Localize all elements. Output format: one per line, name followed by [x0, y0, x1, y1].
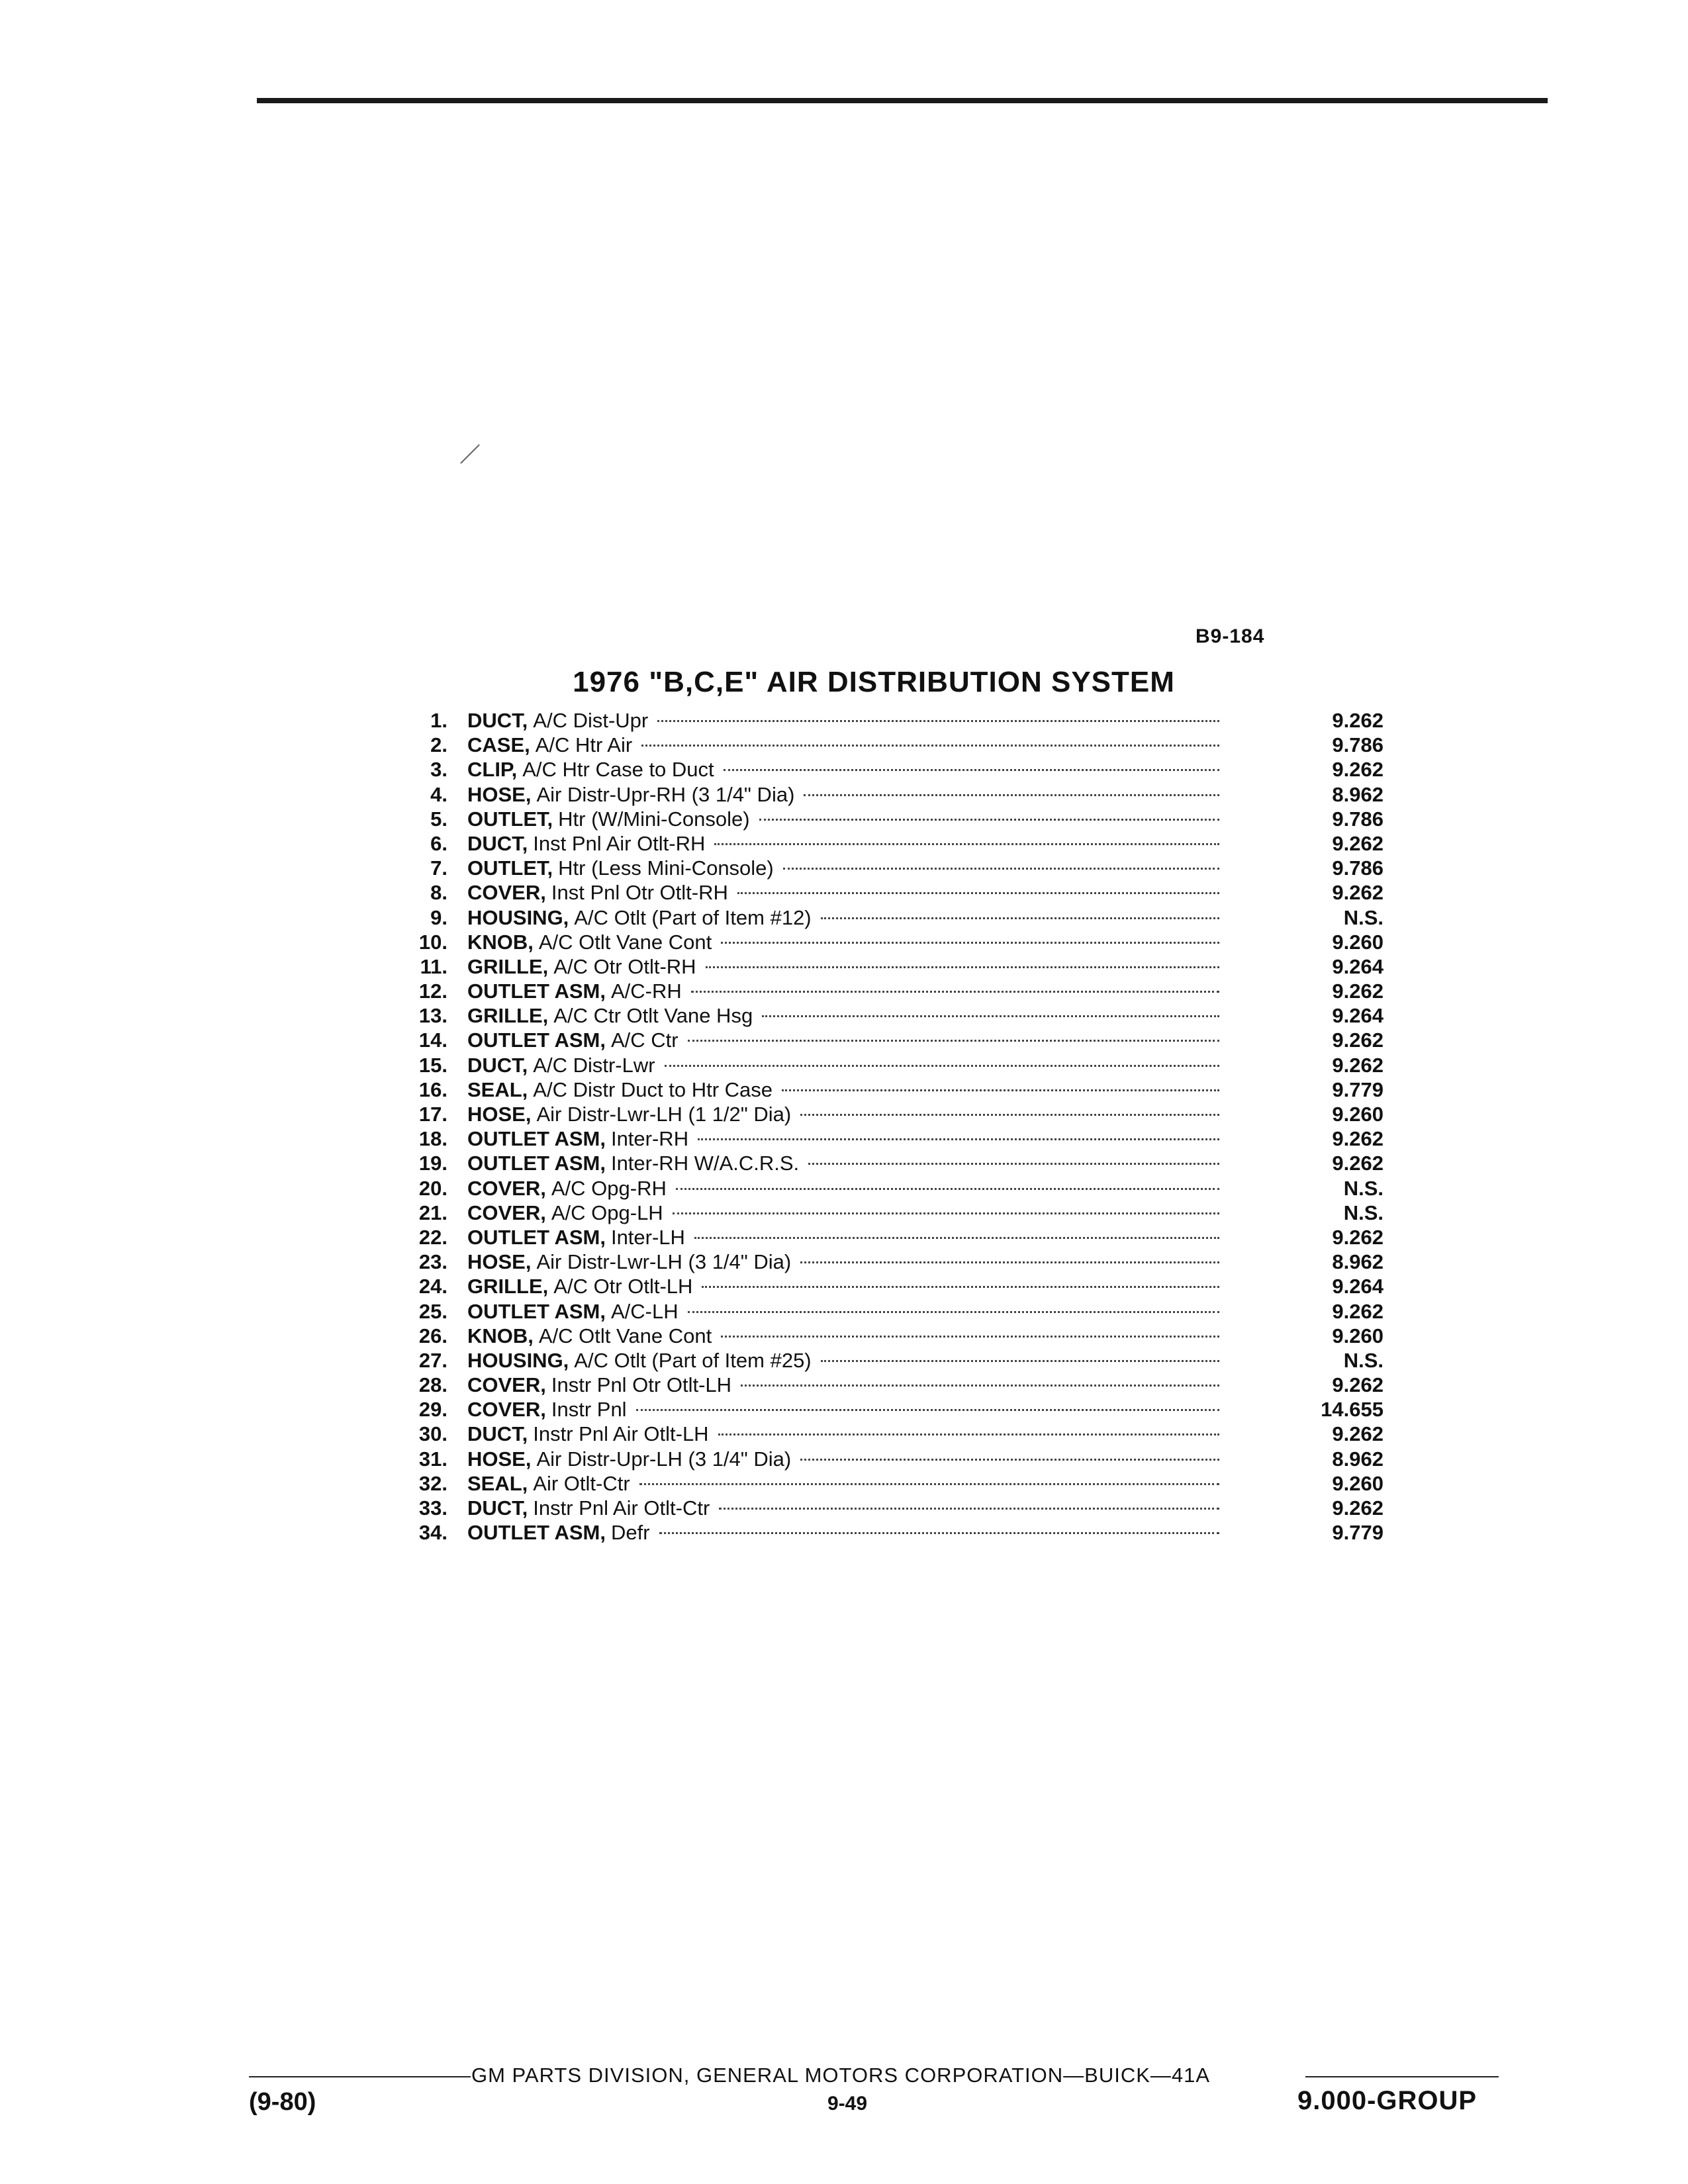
dot-leader: [724, 769, 1219, 771]
part-description: Inter-RH W/A.C.R.S.: [610, 1152, 800, 1175]
dot-leader: [721, 1336, 1219, 1338]
part-number: 25.: [418, 1299, 447, 1323]
part-number: 34.: [418, 1521, 447, 1545]
part-description: Htr (Less Mini-Console): [558, 856, 774, 880]
part-description: Instr Pnl Air Otlt-Ctr: [533, 1496, 710, 1520]
part-name: GRILLE,: [467, 954, 549, 978]
part-name: HOSE,: [467, 782, 532, 806]
group-code: 9.260: [1332, 1471, 1383, 1495]
part-description: A/C Distr Duct to Htr Case: [533, 1077, 773, 1101]
part-description: A/C Htr Air: [535, 733, 633, 757]
group-code: 8.962: [1332, 782, 1383, 806]
group-code: 9.264: [1332, 954, 1383, 978]
dot-leader: [706, 966, 1219, 968]
part-number: 17.: [418, 1103, 447, 1126]
page-number: 9-49: [827, 2093, 868, 2115]
group-code: 9.264: [1332, 1275, 1383, 1298]
part-description: A/C Dist-Upr: [533, 709, 649, 732]
part-description: A/C Opg-LH: [551, 1201, 663, 1224]
part-description: Air Distr-Upr-RH (3 1/4" Dia): [536, 782, 795, 806]
part-description: Air Distr-Upr-LH (3 1/4" Dia): [536, 1447, 792, 1471]
part-row: [391, 1028, 1383, 1052]
group-code: 9.262: [1332, 1422, 1383, 1446]
part-number: 23.: [418, 1250, 447, 1274]
footer-date: (9-80): [249, 2088, 316, 2116]
group-code: N.S.: [1343, 1348, 1383, 1372]
dot-leader: [737, 892, 1219, 894]
part-name: GRILLE,: [467, 1004, 549, 1028]
part-name: OUTLET,: [467, 807, 553, 831]
group-code: 9.262: [1332, 979, 1383, 1003]
group-code: 9.262: [1332, 709, 1383, 732]
part-number: 31.: [418, 1447, 447, 1471]
part-description: Defr: [610, 1521, 650, 1545]
part-description: Inter-RH: [610, 1127, 689, 1151]
part-row: [391, 1053, 1383, 1077]
part-number: 19.: [418, 1152, 447, 1175]
part-row: [391, 1324, 1383, 1348]
part-number: 4.: [430, 782, 447, 806]
part-row: [391, 1003, 1383, 1028]
parts-list: [391, 708, 1383, 1545]
part-name: COVER,: [467, 881, 546, 905]
part-row: [391, 1299, 1383, 1324]
dot-leader: [665, 1065, 1219, 1067]
part-name: OUTLET ASM,: [467, 1152, 606, 1175]
part-name: DUCT,: [467, 1053, 528, 1077]
part-number: 30.: [418, 1422, 447, 1446]
dot-leader: [759, 819, 1219, 821]
part-number: 10.: [418, 930, 447, 954]
part-number: 27.: [418, 1348, 447, 1372]
top-rule: [257, 98, 1548, 103]
part-name: COVER,: [467, 1201, 546, 1224]
dot-leader: [804, 794, 1219, 796]
part-number: 1.: [430, 709, 447, 732]
part-row: [391, 1274, 1383, 1298]
dot-leader: [636, 1409, 1219, 1411]
group-code: 14.655: [1321, 1398, 1383, 1422]
part-number: 24.: [418, 1275, 447, 1298]
dot-leader: [800, 1114, 1219, 1116]
part-description: A/C Htr Case to Duct: [522, 758, 714, 782]
dot-leader: [821, 1360, 1219, 1362]
part-name: OUTLET ASM,: [467, 1225, 606, 1249]
group-code: 9.262: [1332, 1225, 1383, 1249]
part-description: A/C Opg-RH: [551, 1176, 667, 1200]
part-name: KNOB,: [467, 930, 534, 954]
part-number: 18.: [418, 1127, 447, 1151]
group-code: N.S.: [1343, 1176, 1383, 1200]
part-description: A/C Distr-Lwr: [533, 1053, 655, 1077]
part-number: 7.: [430, 856, 447, 880]
part-name: HOSE,: [467, 1447, 532, 1471]
part-description: Air Distr-Lwr-LH (3 1/4" Dia): [536, 1250, 792, 1274]
part-number: 32.: [418, 1471, 447, 1495]
part-description: A/C Ctr: [610, 1028, 679, 1052]
group-code: 8.962: [1332, 1447, 1383, 1471]
part-row: [391, 1422, 1383, 1446]
dot-leader: [698, 1138, 1219, 1140]
dot-leader: [673, 1212, 1219, 1214]
footer-rule-left: [249, 2076, 471, 2077]
group-code: 9.262: [1332, 831, 1383, 855]
dot-leader: [741, 1385, 1219, 1387]
part-number: 3.: [430, 758, 447, 782]
dot-leader: [721, 942, 1219, 944]
part-row: [391, 1373, 1383, 1397]
part-name: HOUSING,: [467, 1348, 569, 1372]
part-number: 2.: [430, 733, 447, 757]
dot-leader: [691, 991, 1219, 993]
dot-leader: [659, 1532, 1219, 1534]
dot-leader: [694, 1237, 1219, 1239]
part-name: CLIP,: [467, 758, 518, 782]
dot-leader: [639, 1483, 1219, 1485]
group-code: 9.260: [1332, 1103, 1383, 1126]
dot-leader: [762, 1015, 1219, 1017]
part-name: OUTLET ASM,: [467, 1127, 606, 1151]
group-code: 9.264: [1332, 1004, 1383, 1028]
part-row: [391, 954, 1383, 979]
part-number: 14.: [418, 1028, 447, 1052]
part-number: 6.: [430, 831, 447, 855]
group-code: 9.786: [1332, 733, 1383, 757]
group-code: 9.260: [1332, 930, 1383, 954]
part-name: HOSE,: [467, 1103, 532, 1126]
part-row: [391, 1520, 1383, 1545]
part-name: COVER,: [467, 1398, 546, 1422]
footer-rule-right: [1305, 2076, 1499, 2077]
part-description: Htr (W/Mini-Console): [558, 807, 750, 831]
part-number: 13.: [418, 1004, 447, 1028]
part-number: 9.: [430, 905, 447, 929]
dot-leader: [657, 720, 1219, 722]
part-row: [391, 905, 1383, 930]
part-number: 15.: [418, 1053, 447, 1077]
part-name: DUCT,: [467, 1496, 528, 1520]
part-description: A/C Ctr Otlt Vane Hsg: [553, 1004, 753, 1028]
part-name: GRILLE,: [467, 1275, 549, 1298]
part-number: 11.: [420, 954, 447, 978]
part-number: 12.: [418, 979, 447, 1003]
group-code: N.S.: [1343, 905, 1383, 929]
part-description: Inst Pnl Air Otlt-RH: [533, 831, 706, 855]
dot-leader: [800, 1261, 1219, 1263]
part-row: [391, 979, 1383, 1003]
footer-group: 9.000-GROUP: [1297, 2086, 1477, 2115]
part-number: 5.: [430, 807, 447, 831]
dot-leader: [821, 917, 1219, 919]
part-row: [391, 1176, 1383, 1201]
group-code: 9.262: [1332, 1496, 1383, 1520]
part-number: 28.: [418, 1373, 447, 1397]
part-description: A/C Otlt Vane Cont: [538, 930, 712, 954]
page-title: 1976 "B,C,E" AIR DISTRIBUTION SYSTEM: [573, 666, 1175, 698]
part-row: [391, 708, 1383, 733]
group-code: 9.262: [1332, 881, 1383, 905]
dot-leader: [714, 843, 1219, 845]
part-name: SEAL,: [467, 1077, 528, 1101]
part-name: OUTLET,: [467, 856, 553, 880]
group-code: 9.779: [1332, 1521, 1383, 1545]
part-row: [391, 1397, 1383, 1422]
part-name: OUTLET ASM,: [467, 1028, 606, 1052]
part-description: Instr Pnl Air Otlt-LH: [533, 1422, 709, 1446]
part-number: 20.: [418, 1176, 447, 1200]
illustration-ref-code: B9-184: [1196, 625, 1265, 647]
part-row: [391, 1496, 1383, 1520]
dot-leader: [688, 1040, 1219, 1042]
part-row: [391, 1447, 1383, 1471]
dot-leader: [808, 1163, 1219, 1165]
part-row: [391, 1102, 1383, 1126]
part-row: [391, 1151, 1383, 1175]
part-row: [391, 880, 1383, 905]
group-code: 9.786: [1332, 856, 1383, 880]
part-row: [391, 1225, 1383, 1250]
part-row: [391, 1250, 1383, 1274]
part-name: CASE,: [467, 733, 530, 757]
dot-leader: [782, 1089, 1219, 1091]
part-row: [391, 733, 1383, 757]
dot-leader: [800, 1459, 1219, 1461]
group-code: 9.262: [1332, 1152, 1383, 1175]
part-name: DUCT,: [467, 709, 528, 732]
part-description: A/C Otlt (Part of Item #25): [574, 1348, 812, 1372]
group-code: 9.262: [1332, 758, 1383, 782]
part-name: DUCT,: [467, 831, 528, 855]
part-number: 29.: [418, 1398, 447, 1422]
part-name: HOSE,: [467, 1250, 532, 1274]
part-name: OUTLET ASM,: [467, 1299, 606, 1323]
part-row: [391, 1471, 1383, 1496]
group-code: 9.786: [1332, 807, 1383, 831]
part-row: [391, 1348, 1383, 1373]
group-code: 9.262: [1332, 1373, 1383, 1397]
part-name: OUTLET ASM,: [467, 1521, 606, 1545]
part-number: 8.: [430, 881, 447, 905]
dot-leader: [641, 745, 1219, 747]
part-number: 16.: [418, 1077, 447, 1101]
part-description: Inter-LH: [610, 1225, 685, 1249]
part-description: Instr Pnl Otr Otlt-LH: [551, 1373, 732, 1397]
group-code: 9.779: [1332, 1077, 1383, 1101]
part-row: [391, 856, 1383, 880]
group-code: 9.262: [1332, 1127, 1383, 1151]
group-code: 8.962: [1332, 1250, 1383, 1274]
part-row: [391, 831, 1383, 856]
part-name: SEAL,: [467, 1471, 528, 1495]
part-name: DUCT,: [467, 1422, 528, 1446]
part-name: OUTLET ASM,: [467, 979, 606, 1003]
part-name: COVER,: [467, 1176, 546, 1200]
part-number: 33.: [418, 1496, 447, 1520]
dot-leader: [783, 868, 1219, 870]
group-code: N.S.: [1343, 1201, 1383, 1224]
part-description: Inst Pnl Otr Otlt-RH: [551, 881, 728, 905]
part-description: A/C Otlt Vane Cont: [538, 1324, 712, 1347]
group-code: 9.262: [1332, 1028, 1383, 1052]
part-description: A/C Otlt (Part of Item #12): [574, 905, 812, 929]
part-description: Instr Pnl: [551, 1398, 627, 1422]
part-number: 21.: [418, 1201, 447, 1224]
part-row: [391, 1077, 1383, 1102]
dot-leader: [719, 1508, 1219, 1510]
part-description: A/C Otr Otlt-LH: [553, 1275, 693, 1298]
part-name: KNOB,: [467, 1324, 534, 1347]
dot-leader: [676, 1188, 1219, 1190]
part-description: A/C Otr Otlt-RH: [553, 954, 696, 978]
part-description: A/C-LH: [610, 1299, 679, 1323]
part-number: 22.: [418, 1225, 447, 1249]
part-row: [391, 1126, 1383, 1151]
dot-leader: [718, 1433, 1219, 1435]
part-number: 26.: [418, 1324, 447, 1347]
group-code: 9.262: [1332, 1299, 1383, 1323]
part-name: HOUSING,: [467, 905, 569, 929]
footer-publisher: GM PARTS DIVISION, GENERAL MOTORS CORPORATION—BUICK—41A: [471, 2064, 1211, 2087]
part-row: [391, 757, 1383, 782]
scan-mark: [460, 444, 480, 464]
dot-leader: [702, 1286, 1219, 1288]
group-code: 9.262: [1332, 1053, 1383, 1077]
part-description: Air Otlt-Ctr: [533, 1471, 630, 1495]
part-name: COVER,: [467, 1373, 546, 1397]
part-row: [391, 930, 1383, 954]
part-row: [391, 807, 1383, 831]
dot-leader: [688, 1311, 1219, 1313]
part-row: [391, 1201, 1383, 1225]
group-code: 9.260: [1332, 1324, 1383, 1347]
part-description: A/C-RH: [610, 979, 682, 1003]
part-row: [391, 782, 1383, 807]
part-description: Air Distr-Lwr-LH (1 1/2" Dia): [536, 1103, 792, 1126]
